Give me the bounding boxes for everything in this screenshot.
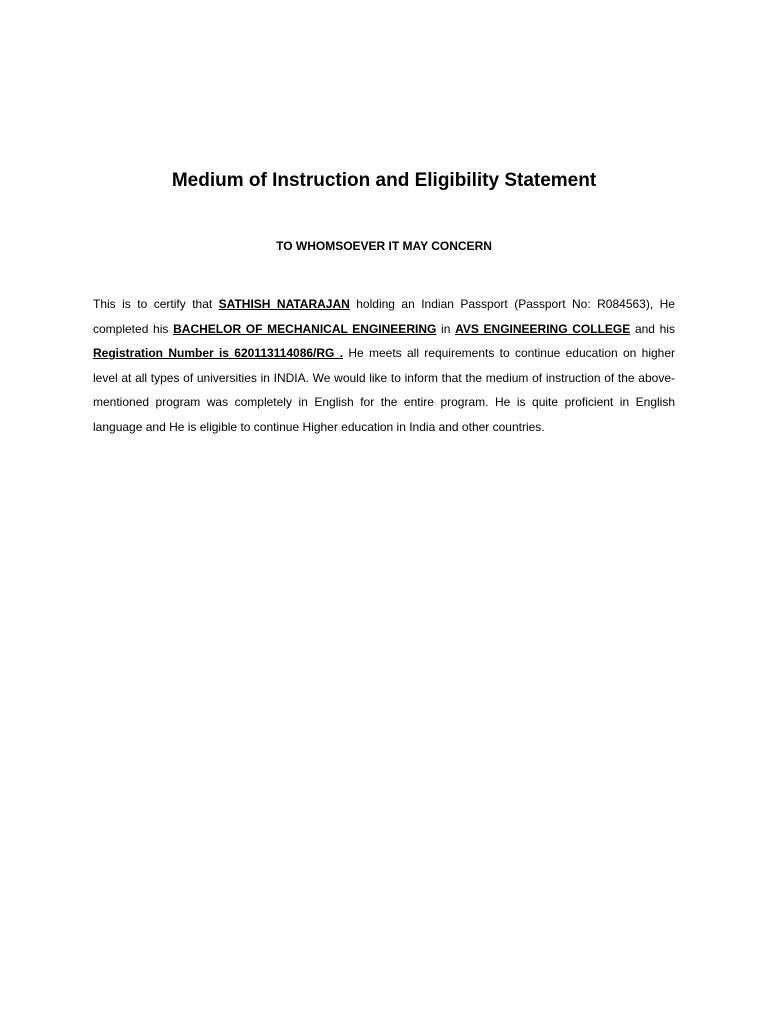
student-name: SATHISH NATARAJAN [218, 297, 350, 311]
salutation: TO WHOMSOEVER IT MAY CONCERN [276, 239, 492, 253]
document-title: Medium of Instruction and Eligibility Statement [171, 170, 597, 191]
body-text-segment: holding an Indian Passport (Passport No: R084563), He completed his [93, 297, 675, 336]
body-text-segment: in [436, 321, 456, 336]
body-text-segment: This is to certify that [93, 297, 219, 311]
degree-name: BACHELOR OF MECHANICAL ENGINEERING [173, 321, 437, 336]
registration-number: Registration Number is 620113114086/RG . [93, 346, 344, 361]
body-text-segment: and his [630, 321, 676, 336]
statement-body [93, 292, 675, 440]
college-name: AVS ENGINEERING COLLEGE [455, 321, 631, 336]
body-text-segment: He meets all requirements to continue education on higher level at all types of universities in INDIA. We would like to inform that the medium of instruction of the above-mentioned program was completely in English for the entire program. He is quite proficient in English language and He is eligible to continue Higher education in India and other countries. [93, 346, 676, 434]
